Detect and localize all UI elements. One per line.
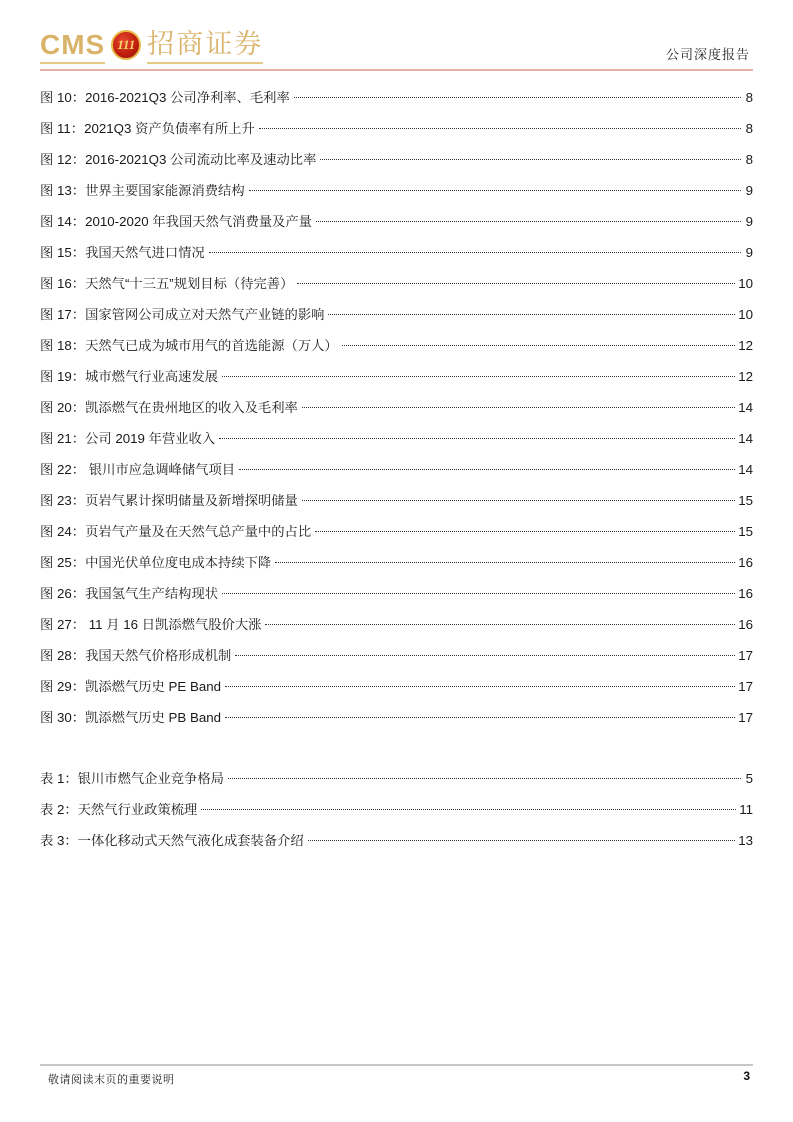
toc-entry-label: 图 16：天然气“十三五”规划目标（待完善） (40, 276, 294, 291)
toc-entry-page: 9 (745, 245, 753, 260)
toc-entry-page: 17 (738, 710, 753, 725)
toc-entry-page: 15 (738, 524, 753, 539)
toc-entry-label: 图 15：我国天然气进口情况 (40, 245, 205, 260)
toc-entry-label: 图 13：世界主要国家能源消费结构 (40, 183, 245, 198)
toc-entry-page: 16 (738, 586, 753, 601)
toc-entry-page: 15 (738, 493, 753, 508)
toc-entry-label: 表 2：天然气行业政策梳理 (40, 802, 198, 817)
toc-entry-label: 图 26：我国氢气生产结构现状 (40, 586, 219, 601)
toc-entry-label: 图 28：我国天然气价格形成机制 (40, 648, 232, 663)
toc-entry-page: 8 (745, 152, 753, 167)
toc-entry-figure-22[interactable] (40, 454, 753, 485)
toc-entry-page: 14 (738, 400, 753, 415)
toc-entry-page: 16 (738, 617, 753, 632)
leader-dots (308, 840, 735, 841)
toc-entry-page: 17 (738, 679, 753, 694)
toc-entry-label: 图 11：2021Q3 资产负债率有所上升 (40, 121, 255, 136)
toc-entry-page: 8 (745, 90, 753, 105)
report-type-label: 公司深度报告 (665, 48, 750, 63)
toc-entry-figure-12[interactable] (40, 144, 753, 175)
toc-entry-page: 14 (738, 462, 753, 477)
toc-entry-figure-20[interactable] (40, 392, 753, 423)
cms-logo (40, 24, 263, 64)
toc-entry-label: 表 1：银川市燃气企业竞争格局 (40, 771, 224, 786)
leader-dots (328, 314, 735, 315)
toc-entry-figure-11[interactable] (40, 113, 753, 144)
leader-dots (294, 97, 741, 98)
footer-disclaimer-note: 敬请阅读末页的重要说明 (48, 1073, 175, 1086)
toc-entry-figure-21[interactable] (40, 423, 753, 454)
logo-cms-text: CMS (40, 30, 105, 64)
toc-entry-page: 14 (738, 431, 753, 446)
toc-entry-figure-27[interactable] (40, 609, 753, 640)
toc-entry-page: 9 (745, 183, 753, 198)
toc-entry-label: 图 20：凯添燃气在贵州地区的收入及毛利率 (40, 400, 298, 415)
toc-entry-page: 11 (739, 802, 753, 817)
toc-entry-figure-15[interactable] (40, 237, 753, 268)
toc-entry-page: 5 (745, 771, 753, 786)
toc-entry-label: 图 22： 银川市应急调峰储气项目 (40, 462, 236, 477)
toc-entry-label: 图 30：凯添燃气历史 PB Band (40, 710, 222, 725)
toc-entry-label: 图 10：2016-2021Q3 公司净利率、毛利率 (40, 90, 290, 105)
section-gap (40, 733, 753, 763)
toc-entry-page: 12 (738, 338, 753, 353)
leader-dots (219, 438, 735, 439)
leader-dots (297, 283, 735, 284)
toc-entry-label: 图 29：凯添燃气历史 PE Band (40, 679, 222, 694)
leader-dots (315, 531, 735, 532)
toc-entry-figure-29[interactable] (40, 671, 753, 702)
leader-dots (209, 252, 741, 253)
toc-entry-page: 17 (738, 648, 753, 663)
leader-dots (275, 562, 735, 563)
leader-dots (342, 345, 735, 346)
toc-entry-figure-24[interactable] (40, 516, 753, 547)
page-number: 3 (743, 1069, 750, 1083)
table-of-contents (40, 82, 753, 856)
toc-entry-figure-26[interactable] (40, 578, 753, 609)
logo-emblem-icon: 111 (111, 30, 141, 60)
leader-dots (265, 624, 735, 625)
toc-entry-label: 图 18：天然气已成为城市用气的首选能源（万人） (40, 338, 338, 353)
toc-entry-label: 图 21：公司 2019 年营业收入 (40, 431, 216, 446)
toc-entry-label: 图 12：2016-2021Q3 公司流动比率及速动比率 (40, 152, 317, 167)
toc-entry-page: 9 (745, 214, 753, 229)
leader-dots (259, 128, 741, 129)
leader-dots (225, 717, 735, 718)
toc-entry-label: 图 24：页岩气产量及在天然气总产量中的占比 (40, 524, 312, 539)
toc-entry-page: 13 (738, 833, 753, 848)
toc-entry-figure-23[interactable] (40, 485, 753, 516)
leader-dots (222, 593, 735, 594)
toc-entry-figure-25[interactable] (40, 547, 753, 578)
toc-entry-figure-10[interactable] (40, 82, 753, 113)
toc-entry-table-3[interactable] (40, 825, 753, 856)
toc-entry-label: 图 14：2010-2020 年我国天然气消费量及产量 (40, 214, 312, 229)
toc-entry-label: 图 17：国家管网公司成立对天然气产业链的影响 (40, 307, 325, 322)
toc-entry-page: 12 (738, 369, 753, 384)
toc-entry-figure-30[interactable] (40, 702, 753, 733)
leader-dots (302, 500, 735, 501)
figure-list (40, 82, 753, 733)
toc-entry-page: 10 (738, 307, 753, 322)
table-list (40, 763, 753, 856)
toc-entry-page: 10 (738, 276, 753, 291)
toc-entry-label: 图 19：城市燃气行业高速发展 (40, 369, 219, 384)
leader-dots (222, 376, 735, 377)
header-divider (40, 69, 753, 71)
leader-dots (316, 221, 741, 222)
leader-dots (228, 778, 741, 779)
logo-chinese-name: 招商证券 (147, 30, 263, 64)
toc-entry-label: 表 3：一体化移动式天然气液化成套装备介绍 (40, 833, 304, 848)
toc-entry-figure-13[interactable] (40, 175, 753, 206)
leader-dots (201, 809, 736, 810)
leader-dots (320, 159, 741, 160)
leader-dots (235, 655, 735, 656)
toc-entry-label: 图 23：页岩气累计探明储量及新增探明储量 (40, 493, 298, 508)
toc-entry-figure-18[interactable] (40, 330, 753, 361)
leader-dots (225, 686, 735, 687)
toc-entry-table-2[interactable] (40, 794, 753, 825)
toc-entry-figure-28[interactable] (40, 640, 753, 671)
toc-entry-page: 16 (738, 555, 753, 570)
toc-entry-label: 图 25：中国光伏单位度电成本持续下降 (40, 555, 272, 570)
toc-entry-figure-16[interactable] (40, 268, 753, 299)
leader-dots (239, 469, 735, 470)
leader-dots (249, 190, 741, 191)
toc-entry-page: 8 (745, 121, 753, 136)
toc-entry-figure-19[interactable] (40, 361, 753, 392)
leader-dots (302, 407, 735, 408)
toc-entry-figure-17[interactable] (40, 299, 753, 330)
toc-entry-label: 图 27： 11 月 16 日凯添燃气股价大涨 (40, 617, 262, 632)
footer-divider (40, 1064, 753, 1066)
toc-entry-table-1[interactable] (40, 763, 753, 794)
page-header (0, 0, 793, 75)
toc-entry-figure-14[interactable] (40, 206, 753, 237)
